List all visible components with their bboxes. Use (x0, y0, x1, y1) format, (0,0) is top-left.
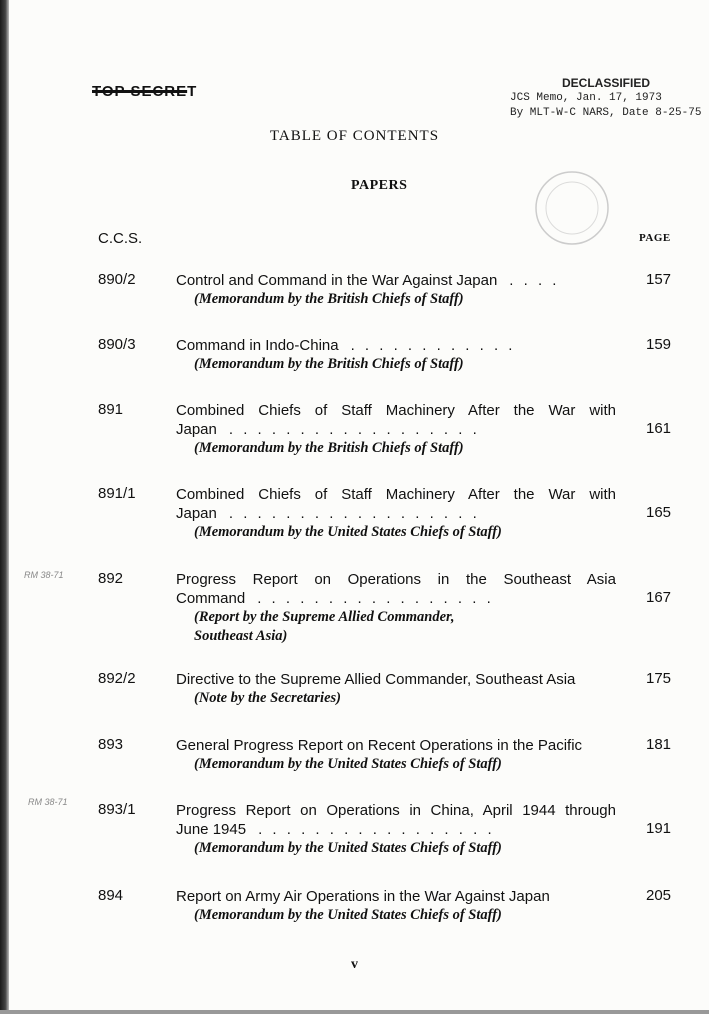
margin-note: RM 38-71 (24, 570, 64, 580)
ccs-number: 890/2 (98, 271, 136, 288)
entry-title (176, 736, 616, 774)
entry-title-line (176, 801, 616, 820)
page-reference: 157 (646, 271, 672, 288)
entry-title-text: June 1945 (176, 821, 247, 838)
ccs-number: 891/1 (98, 485, 136, 502)
entry-source: (Memorandum by the United States Chiefs of Staff) (194, 907, 502, 923)
entry-title-line (176, 420, 616, 439)
entry-title-line (176, 485, 616, 504)
declassification-memo: JCS Memo, Jan. 17, 1973 (510, 92, 662, 104)
leader-dots: . . . . . . . . . . . . . . . . . (258, 821, 495, 838)
page-reference: 161 (646, 420, 672, 437)
entry-title-line (176, 504, 616, 523)
entry-title-text: Directive to the Supreme Allied Commander, Southeast Asia (176, 671, 576, 688)
scan-edge-left (0, 0, 9, 1014)
page-number: v (351, 957, 358, 972)
page-reference: 167 (646, 589, 672, 606)
entry-source: (Memorandum by the British Chiefs of Staff) (194, 291, 464, 307)
ccs-number: 892/2 (98, 670, 136, 687)
entry-title-text: Control and Command in the War Against Japan (176, 272, 498, 289)
leader-dots: . . . . . . . . . . . . (350, 337, 516, 354)
scan-edge-bottom (0, 1010, 709, 1014)
entry-title-line (176, 570, 616, 589)
leader-dots: . . . . (509, 272, 560, 289)
entry-title (176, 271, 616, 309)
entry-source: (Memorandum by the United States Chiefs of Staff) (194, 840, 502, 856)
entry-title-text: Progress Report on Operations in China, April 1944 through (176, 802, 616, 819)
entry-title-line (176, 589, 616, 608)
entry-title-line (176, 736, 616, 755)
entry-title-text: Japan (176, 505, 217, 522)
entry-title-text: Report on Army Air Operations in the War Against Japan (176, 888, 550, 905)
page-reference: 175 (646, 670, 672, 687)
truman-library-seal-icon (532, 168, 612, 248)
entry-title (176, 801, 616, 858)
entry-source: (Memorandum by the United States Chiefs of Staff) (194, 756, 502, 772)
declassification-stamp (510, 76, 701, 121)
section-heading: PAPERS (351, 178, 408, 193)
entry-title-text: Command (176, 590, 246, 607)
classification-marking: TOP SECRET (92, 83, 198, 100)
entry-title-text: Japan (176, 421, 217, 438)
entry-title (176, 887, 616, 925)
entry-source: (Memorandum by the United States Chiefs of Staff) (194, 524, 502, 540)
entry-title (176, 670, 616, 708)
page-reference: 165 (646, 504, 672, 521)
margin-note: RM 38-71 (28, 797, 68, 807)
ccs-number: 892 (98, 570, 124, 587)
column-header-page: PAGE (639, 232, 671, 244)
entry-source: (Report by the Supreme Allied Commander, (194, 609, 455, 625)
entry-title (176, 485, 616, 542)
entry-title-text: Command in Indo-China (176, 337, 339, 354)
ccs-number: 894 (98, 887, 124, 904)
leader-dots: . . . . . . . . . . . . . . . . . (257, 590, 494, 607)
ccs-number: 893/1 (98, 801, 136, 818)
entry-title-text: General Progress Report on Recent Operations in the Pacific (176, 737, 583, 754)
entry-title-text: Combined Chiefs of Staff Machinery After the War with (176, 402, 616, 419)
entry-source: (Memorandum by the British Chiefs of Staff) (194, 356, 464, 372)
page-reference: 191 (646, 820, 672, 837)
ccs-number: 890/3 (98, 336, 136, 353)
page-reference: 159 (646, 336, 672, 353)
declassification-by: By MLT-W-C NARS, Date 8-25-75 (510, 107, 702, 119)
ccs-number: 891 (98, 401, 124, 418)
leader-dots: . . . . . . . . . . . . . . . . . . (228, 421, 480, 438)
page-reference: 205 (646, 887, 672, 904)
page-title: TABLE OF CONTENTS (269, 128, 440, 144)
entry-title-line (176, 820, 616, 839)
entry-title-line (176, 401, 616, 420)
entry-title-line (176, 670, 616, 689)
entry-source: Southeast Asia) (194, 628, 288, 644)
ccs-number: 893 (98, 736, 124, 753)
leader-dots: . . . . . . . . . . . . . . . . . . (228, 505, 480, 522)
entry-source: (Memorandum by the British Chiefs of Staff) (194, 440, 464, 456)
entry-title-line (176, 887, 616, 906)
entry-title-text: Progress Report on Operations in the Southeast Asia (176, 571, 616, 588)
entry-title-line (176, 271, 616, 290)
entry-title (176, 570, 616, 646)
column-header-ccs: C.C.S. (98, 230, 143, 247)
entry-source: (Note by the Secretaries) (194, 690, 341, 706)
entry-title-line (176, 336, 616, 355)
entry-title (176, 401, 616, 458)
page-reference: 181 (646, 736, 672, 753)
entry-title (176, 336, 616, 374)
declassified-label: DECLASSIFIED (562, 76, 651, 90)
entry-title-text: Combined Chiefs of Staff Machinery After the War with (176, 486, 616, 503)
